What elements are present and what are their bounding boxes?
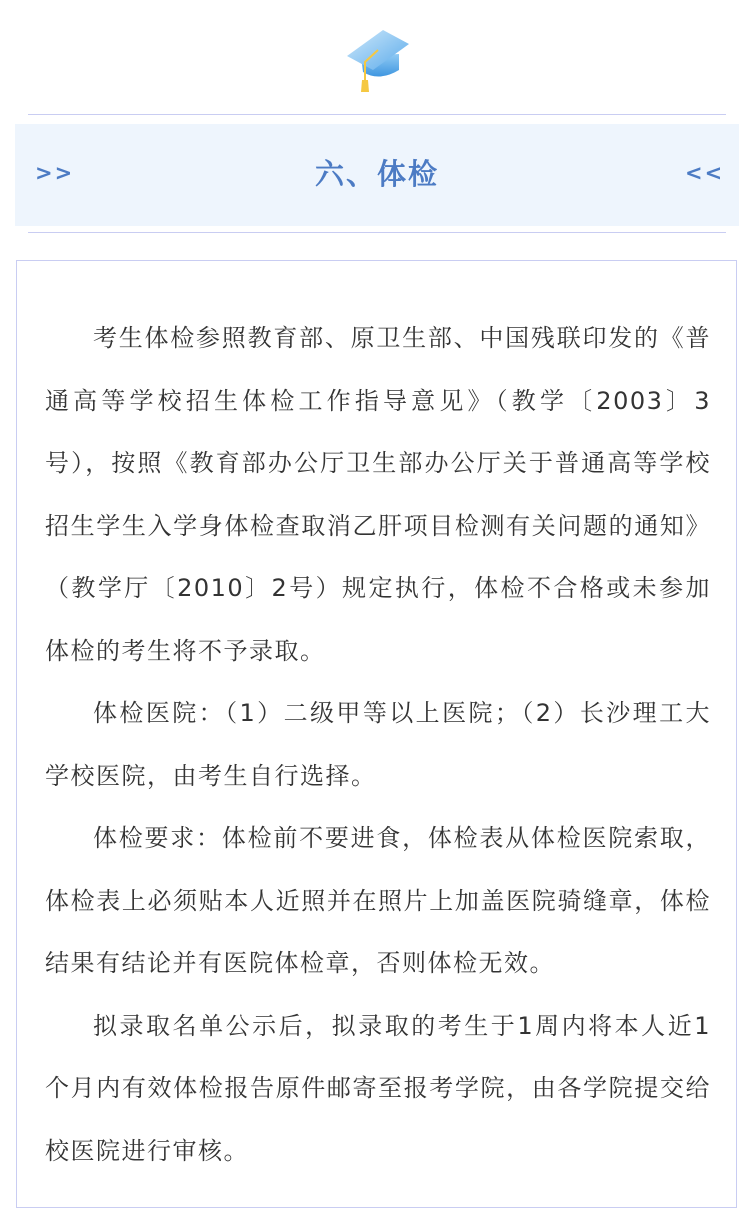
- paragraph-exam-requirements: 体检要求：体检前不要进食，体检表从体检医院索取，体检表上必须贴本人近照并在照片上加盖医院骑缝章，体检结果有结论并有医院体检章，否则体检无效。: [45, 824, 711, 977]
- section-header: [15, 124, 739, 226]
- section-title: 六、体检: [314, 157, 439, 191]
- paragraph-exam-submission: 拟录取名单公示后，拟录取的考生于1周内将本人近1个月内有效体检报告原件邮寄至报考学院，由各学院提交给校医院进行审核。: [45, 1011, 711, 1165]
- right-marker: <<: [685, 161, 725, 185]
- content-body: [45, 307, 711, 1182]
- paragraph-exam-basis: 考生体检参照教育部、原卫生部、中国残联印发的《普通高等学校招生体检工作指导意见》（教学〔2003〕3号），按照《教育部办公厅卫生部办公厅关于普通高等学校招生学生入学身体检查取消乙肝项目检测有关问题的通知》（教学厅〔2010〕2号）规定执行，体检不合格或未参加体检的考生将不予录取。: [45, 324, 711, 665]
- left-marker: >>: [35, 161, 75, 185]
- paragraph-exam-hospital: 体检医院：（1）二级甲等以上医院；（2）长沙理工大学校医院，由考生自行选择。: [45, 699, 711, 790]
- content-box: [16, 260, 737, 1208]
- bottom-divider: [28, 232, 726, 233]
- top-divider: [28, 114, 726, 115]
- graduation-cap-icon: [343, 26, 413, 94]
